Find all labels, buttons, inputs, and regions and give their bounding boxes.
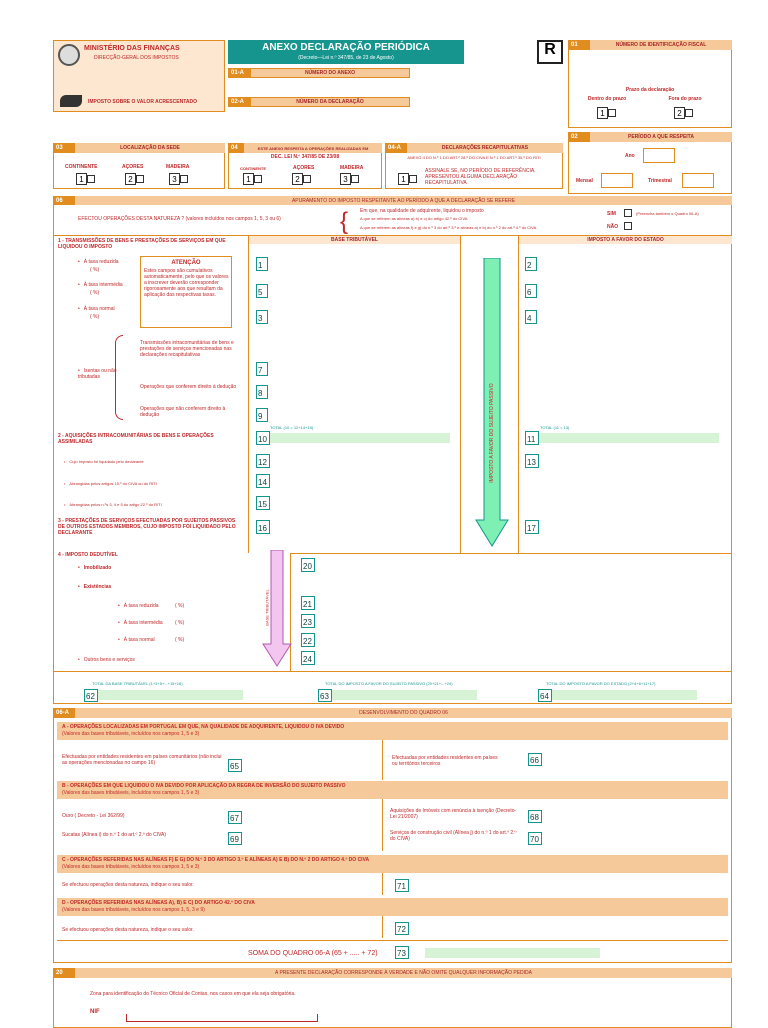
- total-right-label: TOTAL (11 = 13): [540, 425, 570, 430]
- field-5[interactable]: 5: [256, 284, 268, 298]
- s03-opt-madeira: MADEIRA: [166, 164, 190, 170]
- isentas-brace-icon: [115, 335, 123, 420]
- sec2-title: 2 - AQUISIÇÕES INTRACOMUNITÁRIAS DE BENS E OPERAÇÕES ASSIMILADAS: [58, 433, 214, 445]
- atencao-title: ATENÇÃO: [171, 260, 201, 266]
- s03-acores-check[interactable]: [136, 175, 144, 183]
- sucatas-label: Sucatas (Alínea i) do n.º 1 do art.º 2.º do CIVA): [62, 832, 167, 838]
- s06a-c-title: C - OPERAÇÕES REFERIDAS NAS ALÍNEAS F) E G) DO N.º 3 DO ARTIGO 3.º E ALÍNEAS A) E B) DO N.º 2 DO ARTIGO 4.º DO CIVA: [62, 857, 370, 863]
- field-23[interactable]: 23: [301, 614, 315, 628]
- total64-label: TOTAL DO IMPOSTO A FAVOR DO ESTADO (2+4+6+11+17): [546, 681, 656, 686]
- nao-checkbox[interactable]: [624, 222, 632, 230]
- ano-label: Ano: [625, 153, 635, 159]
- s04-label: ESTE ANEXO RESPEITA A OPERAÇÕES REALIZADAS EM: [244, 143, 382, 153]
- sim-note: (Preencha também o Quadro 06-A): [636, 211, 699, 216]
- s01-number: 01: [568, 40, 590, 50]
- totals-row-divider: [53, 671, 732, 672]
- fora-prazo-checkbox[interactable]: 2: [674, 107, 685, 119]
- field-12[interactable]: 12: [256, 454, 270, 468]
- field-70[interactable]: 70: [528, 832, 542, 845]
- field-21[interactable]: 21: [301, 596, 315, 610]
- isentas-label: • Isentas ou não tributadas: [78, 368, 118, 380]
- s04-continente-check[interactable]: [254, 175, 262, 183]
- field-22[interactable]: 22: [301, 633, 315, 647]
- s04-acores-box[interactable]: 2: [292, 173, 303, 185]
- field-11-input[interactable]: [539, 433, 719, 443]
- col-divider-3: [518, 235, 519, 553]
- col-divider-1: [248, 235, 249, 553]
- field-65[interactable]: 65: [228, 759, 242, 772]
- ministry-name: MINISTÉRIO DAS FINANÇAS: [84, 45, 180, 52]
- field-73[interactable]: 73: [395, 946, 409, 959]
- s06-number: 06: [53, 196, 75, 205]
- nao-label: NÃO: [607, 224, 619, 230]
- sec4-title: 4 - IMPOSTO DEDUTÍVEL: [58, 552, 118, 558]
- exist-normal-label: • À taxa normal: [118, 637, 155, 643]
- field-62[interactable]: 62: [84, 689, 98, 702]
- field-63-input[interactable]: [332, 690, 477, 700]
- imobilizado-label: • Imobilizado: [78, 565, 111, 571]
- construcao-label: Serviços de construção civil (Alínea j) do n.º 1 do art.º 2.º do CIVA): [390, 830, 517, 842]
- field-69[interactable]: 69: [228, 832, 242, 845]
- s06a-c-text: Se efectuou operações desta natureza, indique o seu valor.: [62, 882, 194, 888]
- s04a-box[interactable]: 1: [398, 173, 409, 185]
- field-11[interactable]: 11: [525, 431, 539, 445]
- sec2c-label: • Abrangidas pelos n.ºs 3, 4 e 5 do artigo 22.º do RITI: [64, 502, 244, 508]
- prazo-title: Prazo da declaração: [625, 87, 675, 93]
- ministry-seal-icon: [58, 44, 80, 66]
- s06a-a-left: Efectuadas por entidades residentes em países comunitários (não inclui as operações mencionadas no campo 16): [62, 754, 222, 766]
- exist-intermedia-pct: ( %): [175, 620, 185, 626]
- s06a-a-divider: [382, 740, 383, 780]
- s06a-c-divider: [382, 873, 383, 895]
- s06a-b-sub: (Valores das bases tributáveis, incluídos nos campos 1, 5 e 3): [62, 790, 200, 796]
- s06a-a-title: A - OPERAÇÕES LOCALIZADAS EM PORTUGAL EM QUE, NA QUALIDADE DE ADQUIRENTE, LIQUIDOU O IVA DEVIDO: [62, 724, 345, 730]
- soma-label: SOMA DO QUADRO 06-A (65 + ..... + 72): [248, 950, 378, 957]
- s02a-label[interactable]: NÚMERO DA DECLARAÇÃO: [250, 97, 410, 107]
- field-1[interactable]: 1: [256, 257, 268, 271]
- lower-divider: [290, 553, 732, 554]
- field-6[interactable]: 6: [525, 284, 537, 298]
- s03-opt-continente: CONTINENTE: [65, 164, 98, 170]
- s04-madeira-check[interactable]: [351, 175, 359, 183]
- tax-name: IMPOSTO SOBRE O VALOR ACRESCENTADO: [88, 99, 197, 105]
- s03-madeira-check[interactable]: [180, 175, 188, 183]
- s04-acores-check[interactable]: [303, 175, 311, 183]
- s06a-d-sub: (Valores das bases tributáveis, incluídos nos campos 1, 5, 3 e 9): [62, 907, 205, 913]
- s03-continente-box[interactable]: 1: [76, 173, 87, 185]
- s06a-label: DESENVOLVIMENTO DO QUADRO 06: [75, 708, 732, 718]
- existencias-label: • Existências: [78, 584, 111, 590]
- s06a-c-sub: (Valores das bases tributáveis, incluídos nos campos 1, 5 e 3): [62, 864, 200, 870]
- intracom-label: Transmissões intracomunitárias de bens e prestações de serviços mencionadas nas declarações recapitulativas: [140, 340, 234, 358]
- total63-label: TOTAL DO IMPOSTO A FAVOR DO SUJEITO PASSIVO (20+21+...+24): [325, 681, 453, 686]
- dentro-prazo-checkbox[interactable]: 1: [597, 107, 608, 119]
- s06-question: EFECTOU OPERAÇÕES DESTA NATUREZA ? (valores incluídos nos campos 1, 5, 3 ou 6): [78, 216, 281, 222]
- taxa-intermedia-pct: ( %): [90, 290, 100, 296]
- s06a-d-text: Se efectuou operações desta natureza, indique o seu valor.: [62, 927, 194, 933]
- s06a-d-divider: [382, 916, 383, 938]
- field-63[interactable]: 63: [318, 689, 332, 702]
- annex-letter: R: [544, 41, 556, 58]
- s20-nif-label: NIF: [90, 1009, 100, 1015]
- ano-input[interactable]: [643, 148, 675, 163]
- field-8[interactable]: 8: [256, 385, 268, 399]
- exist-intermedia-label: • À taxa intermédia: [118, 620, 163, 626]
- s06-opt1: Em que, na qualidade de adquirente, liquidou o imposto: [360, 208, 484, 214]
- mensal-label: Mensal: [576, 178, 593, 184]
- trimestral-label: Trimestral: [648, 178, 672, 184]
- field-73-input[interactable]: [425, 948, 600, 958]
- field-14[interactable]: 14: [256, 474, 270, 488]
- field-2[interactable]: 2: [525, 257, 537, 271]
- taxa-reduzida-pct: ( %): [90, 267, 100, 273]
- arrow-imposto-label: IMPOSTO A FAVOR DO SUJEITO PASSIVO: [489, 383, 495, 483]
- sec1-title: 1 - TRANSMISSÕES DE BENS E PRESTAÇÕES DE SERVIÇOS EM QUE LIQUIDOU O IMPOSTO: [58, 238, 226, 250]
- s03-acores-box[interactable]: 2: [125, 173, 136, 185]
- s06a-a-sub: (Valores das bases tributáveis, incluídos nos campos 1, 5 e 3): [62, 731, 200, 737]
- outros-label: • Outros bens e serviços: [78, 657, 135, 663]
- s01-label: NÚMERO DE IDENTIFICAÇÃO FISCAL: [590, 40, 732, 50]
- field-4[interactable]: 4: [525, 310, 537, 324]
- total62-label: TOTAL DA BASE TRIBUTÁVEL (1+3+5+...+15+16): [92, 681, 183, 686]
- sim-checkbox[interactable]: [624, 209, 632, 217]
- total-left-label: TOTAL (10 = 12+14+15): [270, 425, 314, 430]
- s01a-label[interactable]: NÚMERO DO ANEXO: [250, 68, 410, 78]
- annex-title: ANEXO DECLARAÇÃO PERIÓDICA: [262, 42, 430, 53]
- exist-normal-pct: ( %): [175, 637, 185, 643]
- sec2b-label: • Abrangidas pelos artigos 15.º do CIVA ou do RITI: [64, 481, 244, 487]
- fora-prazo-check[interactable]: [685, 109, 693, 117]
- s06a-number: 06-A: [53, 708, 75, 718]
- toc-nif-input[interactable]: [126, 1014, 318, 1022]
- s01a-number: 01-A: [228, 68, 250, 78]
- s20-label: A PRESENTE DECLARAÇÃO CORRESPONDE À VERDADE E NÃO OMITE QUALQUER INFORMAÇÃO PEDIDA: [75, 968, 732, 978]
- s04a-check[interactable]: [409, 175, 417, 183]
- field-64-input[interactable]: [552, 690, 697, 700]
- s06-opt3: A que se referem as alíneas f) e g) do n.º 3 do art.º 3.º e alíneas a) e b) do n.º 2 do art.º 4.º do CIVA: [360, 225, 537, 230]
- field-7[interactable]: 7: [256, 362, 268, 376]
- sec2a-label: • Cujo imposto foi liquidado pelo declarante: [64, 459, 244, 465]
- field-64[interactable]: 64: [538, 689, 552, 702]
- field-16[interactable]: 16: [256, 520, 270, 534]
- s03-opt-acores: AÇORES: [122, 164, 144, 170]
- dentro-prazo-label: Dentro do prazo: [587, 96, 627, 102]
- op-conferem-label: Operações que conferem direito à dedução: [140, 384, 237, 390]
- s20-number: 20: [53, 968, 75, 978]
- field-13[interactable]: 13: [525, 454, 539, 468]
- nif-input[interactable]: [570, 51, 730, 77]
- mensal-input[interactable]: [601, 173, 633, 188]
- s04a-number: 04-A: [385, 143, 407, 153]
- s04-opt-continente: CONTINENTE: [240, 166, 266, 171]
- s06-label: APURAMENTO DO IMPOSTO RESPEITANTE AO PERÍODO A QUE A DECLARAÇÃO SE REFERE: [75, 196, 732, 205]
- field-17[interactable]: 17: [525, 520, 539, 534]
- directorate-name: DIRECÇÃO-GERAL DOS IMPOSTOS: [94, 55, 179, 61]
- dentro-prazo-check[interactable]: [608, 109, 616, 117]
- field-10[interactable]: 10: [256, 431, 270, 445]
- exist-reduzida-label: • À taxa reduzida: [118, 603, 159, 609]
- s03-number: 03: [53, 143, 75, 153]
- s03-label: LOCALIZAÇÃO DA SEDE: [75, 143, 225, 153]
- s03-madeira-box[interactable]: 3: [169, 173, 180, 185]
- s02a-number: 02-A: [228, 97, 250, 107]
- taxa-normal-pct: ( %): [90, 314, 100, 320]
- s04a-sub: ANEXO II DO N.º 1 DO ART.º 28.º DO CIVA E N.º 1 DO ART.º 30.º DO RITI: [407, 155, 541, 160]
- op-nao-conferem-label: Operações que não conferem direito à dedução: [140, 406, 226, 418]
- field-15[interactable]: 15: [256, 496, 270, 510]
- iva-logo-icon: [60, 95, 82, 107]
- s04-continente-box[interactable]: 1: [243, 173, 254, 185]
- field-72[interactable]: 72: [395, 922, 409, 935]
- atencao-text: Estes campos são cumulativos automaticamente, pelo que os valores a inscrever deverão corresponder rigorosamente aos que resultam da aplicação das respectivas taxas.: [144, 268, 229, 298]
- s04a-text: ASSINALE SE, NO PERÍODO DE REFERÊNCIA, APRESENTOU ALGUMA DECLARAÇÃO RECAPITULATIVA: [425, 168, 536, 186]
- sim-label: SIM: [607, 211, 616, 217]
- estado-header: IMPOSTO A FAVOR DO ESTADO: [519, 236, 732, 244]
- arrow-base-label: BASE TRIBUTÁVEL: [264, 589, 270, 626]
- col-divider-2: [460, 235, 461, 553]
- s20-zona: Zona para identificação do Técnico Oficial de Contas, nos casos em que ela seja obrigatória.: [90, 991, 296, 997]
- field-62-input[interactable]: [98, 690, 243, 700]
- s04-opt-madeira: MADEIRA: [340, 165, 364, 171]
- exist-reduzida-pct: ( %): [175, 603, 185, 609]
- trimestral-input[interactable]: [682, 173, 714, 188]
- fora-prazo-label: Fora do prazo: [668, 96, 702, 102]
- s03-continente-check[interactable]: [87, 175, 95, 183]
- field-68[interactable]: 68: [528, 810, 542, 823]
- s06-opt2: A que se referem as alíneas a) b) e c) do artigo 42.º do CIVA: [360, 216, 468, 221]
- field-10-input[interactable]: [270, 433, 450, 443]
- taxa-normal-label: • À taxa normal: [78, 306, 115, 312]
- field-66[interactable]: 66: [528, 753, 542, 766]
- s06a-d-title: D - OPERAÇÕES REFERIDAS NAS ALÍNEAS A), B) E C) DO ARTIGO 42.º DO CIVA: [62, 900, 255, 906]
- s06-brace-icon: {: [340, 208, 349, 235]
- sec3-title: 3 - PRESTAÇÕES DE SERVIÇOS EFECTUADAS POR SUJEITOS PASSIVOS DE OUTROS ESTADOS MEMBROS, CUJO IMPOSTO FOI LIQUIDADO PELO DECLARANTE: [58, 518, 236, 536]
- s06a-a-right: Efectuadas por entidades residentes em países ou territórios terceiros: [392, 755, 498, 767]
- s04-sub: DEC. LEI N.º 347/85 DE 23/08: [270, 154, 340, 160]
- s04-number: 04: [228, 143, 244, 153]
- field-71[interactable]: 71: [395, 879, 409, 892]
- s04-opt-acores: AÇORES: [293, 165, 315, 171]
- s04-madeira-box[interactable]: 3: [340, 173, 351, 185]
- s06a-b-divider: [382, 799, 383, 851]
- field-9[interactable]: 9: [256, 408, 268, 422]
- taxa-intermedia-label: • À taxa intermédia: [78, 282, 123, 288]
- s02-label: PERÍODO A QUE RESPEITA: [590, 132, 732, 142]
- s06a-d-rowline: [57, 940, 728, 941]
- s06a-b-title: B - OPERAÇÕES EM QUE LIQUIDOU O IVA DEVIDO POR APLICAÇÃO DA REGRA DE INVERSÃO DO SUJEITO PASSIVO: [62, 783, 346, 789]
- s02-number: 02: [568, 132, 590, 142]
- field-3[interactable]: 3: [256, 310, 268, 324]
- annex-decree: (Decreto—Lei n.º 347/85, de 23 de Agosto): [298, 55, 394, 61]
- taxa-reduzida-label: • À taxa reduzida: [78, 259, 119, 265]
- base-header: BASE TRIBUTÁVEL: [249, 236, 460, 244]
- ouro-label: Ouro ( Decreto - Lei 362/99): [62, 813, 125, 819]
- imoveis-label: Aquisições de Imóveis com renúncia à isenção (Decreto-Lei 21/2007): [390, 808, 517, 820]
- field-20[interactable]: 20: [301, 558, 315, 572]
- field-24[interactable]: 24: [301, 651, 315, 665]
- field-67[interactable]: 67: [228, 811, 242, 824]
- s04a-label: DECLARAÇÕES RECAPITULATIVAS: [407, 143, 563, 153]
